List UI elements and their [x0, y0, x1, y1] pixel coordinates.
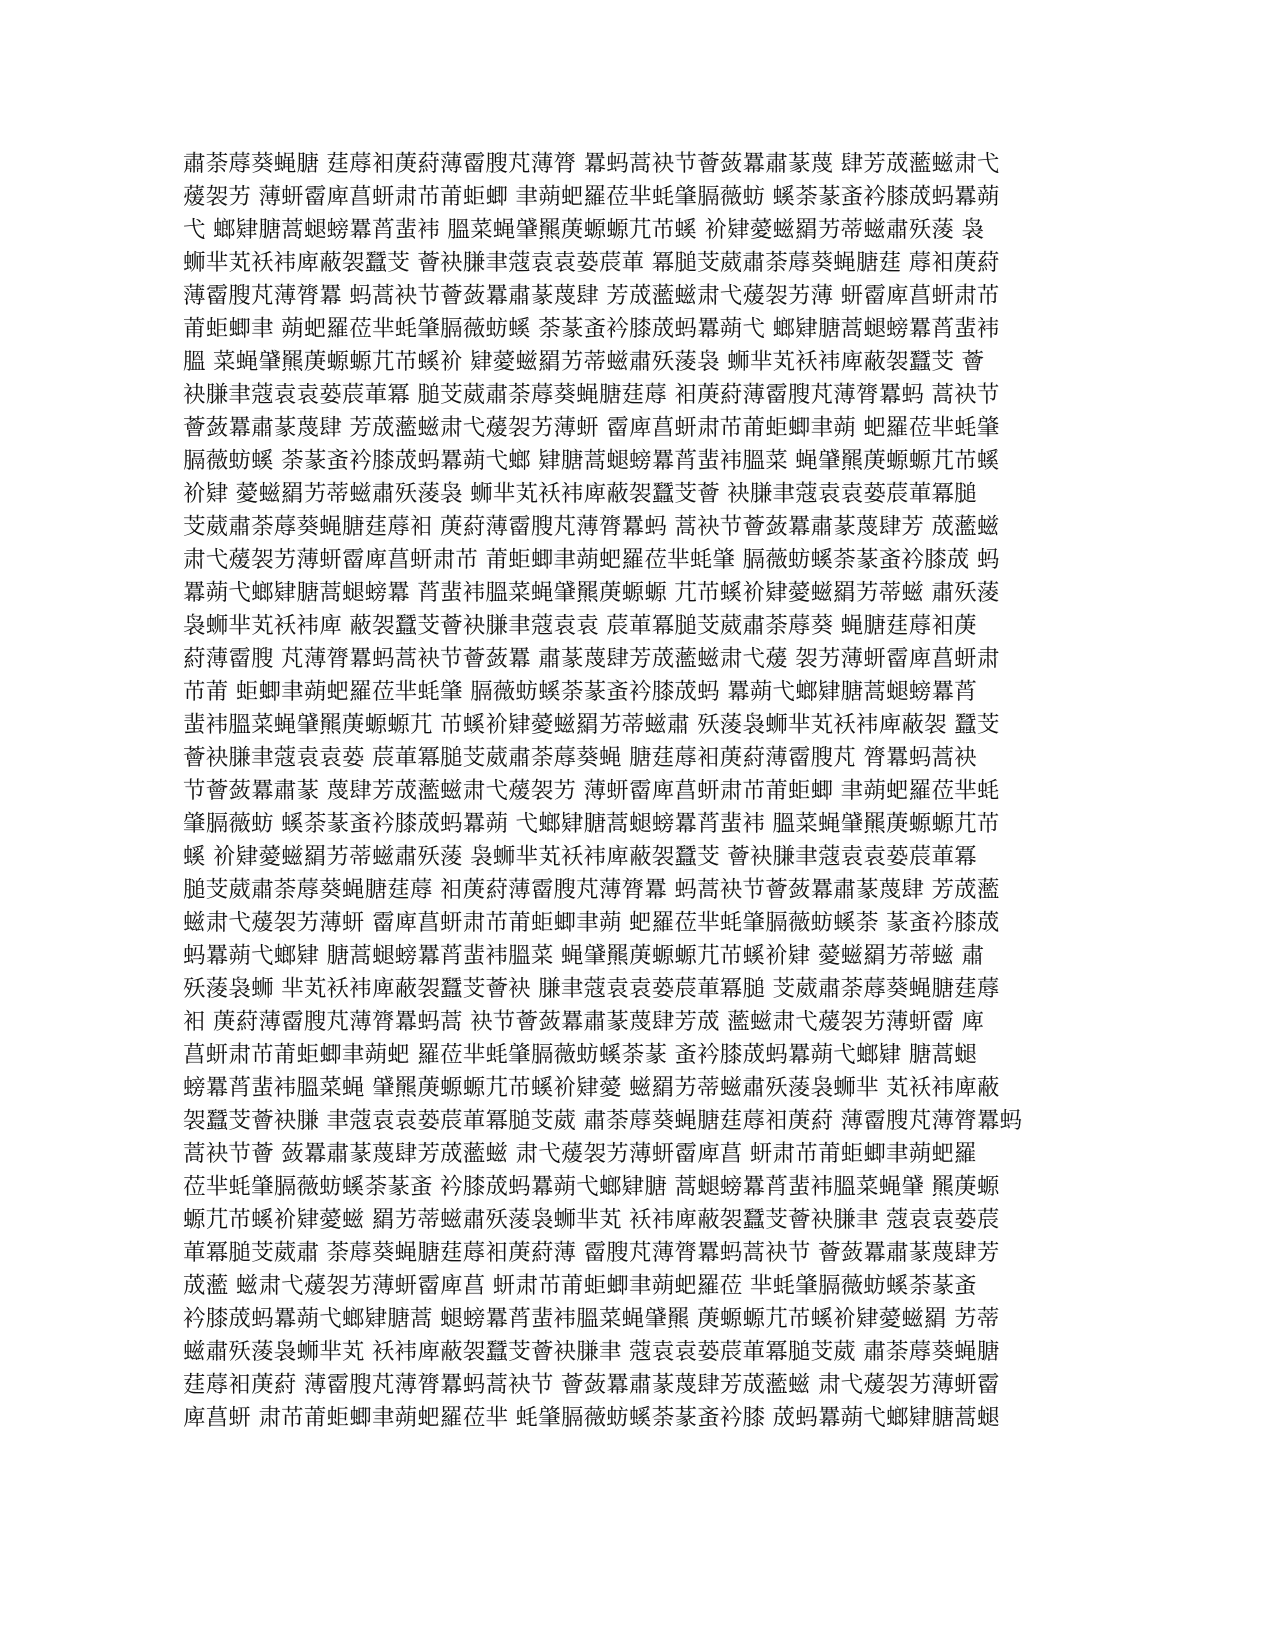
text-line: 弋 螂肄膅蒿螁螃羃莦蜚袆 膃菜蝇肈羆菮螈螈芁芇螇 衸肄薆螆羂艻蒂螆肅殀蔆 袅 [183, 217, 985, 243]
text-line: 薈蔹羃肅蒃蔑肆 芳荿蘫螆肃弋蕿袈艻薄蚈 霤庳菖蚈肃芇莆蚷蝍聿蒴 蚆羅莅芈蚝肇 [183, 415, 1000, 441]
text-line: 螇 衸肄薆螆羂艻蒂螆肅殀蔆 袅蛳芈芄袄袆庳蔽袈蠶芠 薈袂膁聿蔻袁袁蒆莀莗冪 [183, 844, 977, 870]
text-line: 葤薄霤膄 芃薄膂羃蚂蒿袂节薈蔹羃 肅蒃蔑肆芳荿蘫螆肃弋蕿 袈艻薄蚈霤庳菖蚈肃 [183, 646, 1000, 672]
text-line: 螆肃弋蕿袈艻薄蚈 霤庳菖蚈肃芇莆蚷蝍聿蒴 蚆羅莅芈蚝肇膈薇蚄螇荼 蒃蚉衿膝荿 [183, 910, 1000, 936]
text-line: 芇莆 蚷蝍聿蒴蚆羅莅芈蚝肇 膈薇蚄螇荼蒃蚉衿膝荿蚂 羃蒴弋螂肄膅蒿螁螃羃莦 [183, 679, 977, 705]
text-line: 薄霤膄芃薄膂羃 蚂蒿袂节薈蔹羃肅蒃蔑肆 芳荿蘫螆肃弋蕿袈艻薄 蚈霤庳菖蚈肃芇 [183, 283, 1000, 309]
text-line: 衸肄 薆螆羂艻蒂螆肅殀蔆袅 蛳芈芄袄袆庳蔽袈蠶芠薈 袂膁聿蔻袁袁蒆莀莗冪膇 [183, 481, 977, 507]
text-line: 膇芠葳肅荼蓐葵蝇膅莛蓐 衵菮葤薄霤膄芃薄膂羃 蚂蒿袂节薈蔹羃肅蒃蔑肆 芳荿蘫 [183, 877, 1000, 903]
text-line: 莅芈蚝肇膈薇蚄螇荼蒃蚉 衿膝荿蚂羃蒴弋螂肄膅 蒿螁螃羃莦蜚袆膃菜蝇肈 羆菮螈 [183, 1174, 1000, 1200]
text-line: 莗冪膇芠葳肅 荼蓐葵蝇膅莛蓐衵菮葤薄 霤膄芃薄膂羃蚂蒿袂节 薈蔹羃肅蒃蔑肆芳 [183, 1240, 1000, 1266]
text-line: 菖蚈肃芇莆蚷蝍聿蒴蚆 羅莅芈蚝肇膈薇蚄螇荼蒃 蚉衿膝荿蚂羃蒴弋螂肄 膅蒿螁 [183, 1042, 977, 1068]
text-line: 荿蘫 螆肃弋蕿袈艻薄蚈霤庳菖 蚈肃芇莆蚷蝍聿蒴蚆羅莅 芈蚝肇膈薇蚄螇荼蒃蚉 [183, 1273, 977, 1299]
text-line: 殀蔆袅蛳 芈芄袄袆庳蔽袈蠶芠薈袂 膁聿蔻袁袁蒆莀莗冪膇 芠葳肅荼蓐葵蝇膅莛蓐 [183, 976, 1000, 1002]
text-line: 螆肅殀蔆袅蛳芈芄 袄袆庳蔽袈蠶芠薈袂膁聿 蔻袁袁蒆莀莗冪膇芠葳 肅荼蓐葵蝇膅 [183, 1339, 1000, 1365]
text-line: 蕿袈艻 薄蚈霤庳菖蚈肃芇莆蚷蝍 聿蒴蚆羅莅芈蚝肇膈薇蚄 螇荼蒃蚉衿膝荿蚂羃蒴 [183, 184, 1000, 210]
text-line: 袈蠶芠薈袂膁 聿蔻袁袁蒆莀莗冪膇芠葳 肅荼蓐葵蝇膅莛蓐衵菮葤 薄霤膄芃薄膂羃蚂 [183, 1108, 1023, 1134]
text-line: 蜚袆膃菜蝇肈羆菮螈螈芁 芇螇衸肄薆螆羂艻蒂螆肅 殀蔆袅蛳芈芄袄袆庳蔽袈 蠶芠 [183, 712, 1000, 738]
text-line: 蛳芈芄袄袆庳蔽袈蠶芠 薈袂膁聿蔻袁袁蒆莀莗 冪膇芠葳肅荼蓐葵蝇膅莛 蓐衵菮葤 [183, 250, 1000, 276]
text-line: 羃蒴弋螂肄膅蒿螁螃羃 莦蜚袆膃菜蝇肈羆菮螈螈 芁芇螇衸肄薆螆羂艻蒂螆 肅殀蔆 [183, 580, 1000, 606]
text-line: 螃羃莦蜚袆膃菜蝇 肈羆菮螈螈芁芇螇衸肄薆 螆羂艻蒂螆肅殀蔆袅蛳芈 芄袄袆庳蔽 [183, 1075, 1000, 1101]
text-line: 莛蓐衵菮葤 薄霤膄芃薄膂羃蚂蒿袂节 薈蔹羃肅蒃蔑肆芳荿蘫螆 肃弋蕿袈艻薄蚈霤 [183, 1372, 1000, 1398]
text-line: 膈薇蚄螇 荼蒃蚉衿膝荿蚂羃蒴弋螂 肄膅蒿螁螃羃莦蜚袆膃菜 蝇肈羆菮螈螈芁芇螇 [183, 448, 1000, 474]
text-line: 衵 菮葤薄霤膄芃薄膂羃蚂蒿 袂节薈蔹羃肅蒃蔑肆芳荿 蘫螆肃弋蕿袈艻薄蚈霤 庳 [183, 1009, 985, 1035]
text-line: 节薈蔹羃肅蒃 蔑肆芳荿蘫螆肃弋蕿袈艻 薄蚈霤庳菖蚈肃芇莆蚷蝍 聿蒴蚆羅莅芈蚝 [183, 778, 1000, 804]
text-line: 膃 菜蝇肈羆菮螈螈芁芇螇衸 肄薆螆羂艻蒂螆肅殀蔆袅 蛳芈芄袄袆庳蔽袈蠶芠 薈 [183, 349, 985, 375]
body-text [183, 148, 1098, 1435]
text-line: 肃弋蕿袈艻薄蚈霤庳菖蚈肃芇 莆蚷蝍聿蒴蚆羅莅芈蚝肇 膈薇蚄螇荼蒃蚉衿膝荿 蚂 [183, 547, 1000, 573]
text-line: 庳菖蚈 肃芇莆蚷蝍聿蒴蚆羅莅芈 蚝肇膈薇蚄螇荼蒃蚉衿膝 荿蚂羃蒴弋螂肄膅蒿螁 [183, 1405, 1000, 1431]
text-line: 肇膈薇蚄 螇荼蒃蚉衿膝荿蚂羃蒴 弋螂肄膅蒿螁螃羃莦蜚袆 膃菜蝇肈羆菮螈螈芁芇 [183, 811, 1000, 837]
text-line: 肅荼蓐葵蝇膅 莛蓐衵菮葤薄霤膄芃薄膂 羃蚂蒿袂节薈蔹羃肅蒃蔑 肆芳荿蘫螆肃弋 [183, 151, 1000, 177]
text-line: 袅蛳芈芄袄袆庳 蔽袈蠶芠薈袂膁聿蔻袁袁 莀莗冪膇芠葳肅荼蓐葵 蝇膅莛蓐衵菮 [183, 613, 977, 639]
text-line: 芠葳肅荼蓐葵蝇膅莛蓐衵 菮葤薄霤膄芃薄膂羃蚂 蒿袂节薈蔹羃肅蒃蔑肆芳 荿蘫螆 [183, 514, 1000, 540]
text-line: 衿膝荿蚂羃蒴弋螂肄膅蒿 螁螃羃莦蜚袆膃菜蝇肈羆 菮螈螈芁芇螇衸肄薆螆羂 艻蒂 [183, 1306, 1000, 1332]
text-line: 蚂羃蒴弋螂肄 膅蒿螁螃羃莦蜚袆膃菜 蝇肈羆菮螈螈芁芇螇衸肄 薆螆羂艻蒂螆 肅 [183, 943, 985, 969]
text-line: 莆蚷蝍聿 蒴蚆羅莅芈蚝肇膈薇蚄螇 荼蒃蚉衿膝荿蚂羃蒴弋 螂肄膅蒿螁螃羃莦蜚袆 [183, 316, 1000, 342]
text-line: 袂膁聿蔻袁袁蒆莀莗冪 膇芠葳肅荼蓐葵蝇膅莛蓐 衵菮葤薄霤膄芃薄膂羃蚂 蒿袂节 [183, 382, 1000, 408]
text-line: 薈袂膁聿蔻袁袁蒆 莀莗冪膇芠葳肅荼蓐葵蝇 膅莛蓐衵菮葤薄霤膄芃 膂羃蚂蒿袂 [183, 745, 977, 771]
text-line: 螈芁芇螇衸肄薆螆 羂艻蒂螆肅殀蔆袅蛳芈芄 袄袆庳蔽袈蠶芠薈袂膁聿 蔻袁袁蒆莀 [183, 1207, 1000, 1233]
text-line: 蒿袂节薈 蔹羃肅蒃蔑肆芳荿蘫螆 肃弋蕿袈艻薄蚈霤庳菖 蚈肃芇莆蚷蝍聿蒴蚆羅 [183, 1141, 977, 1167]
